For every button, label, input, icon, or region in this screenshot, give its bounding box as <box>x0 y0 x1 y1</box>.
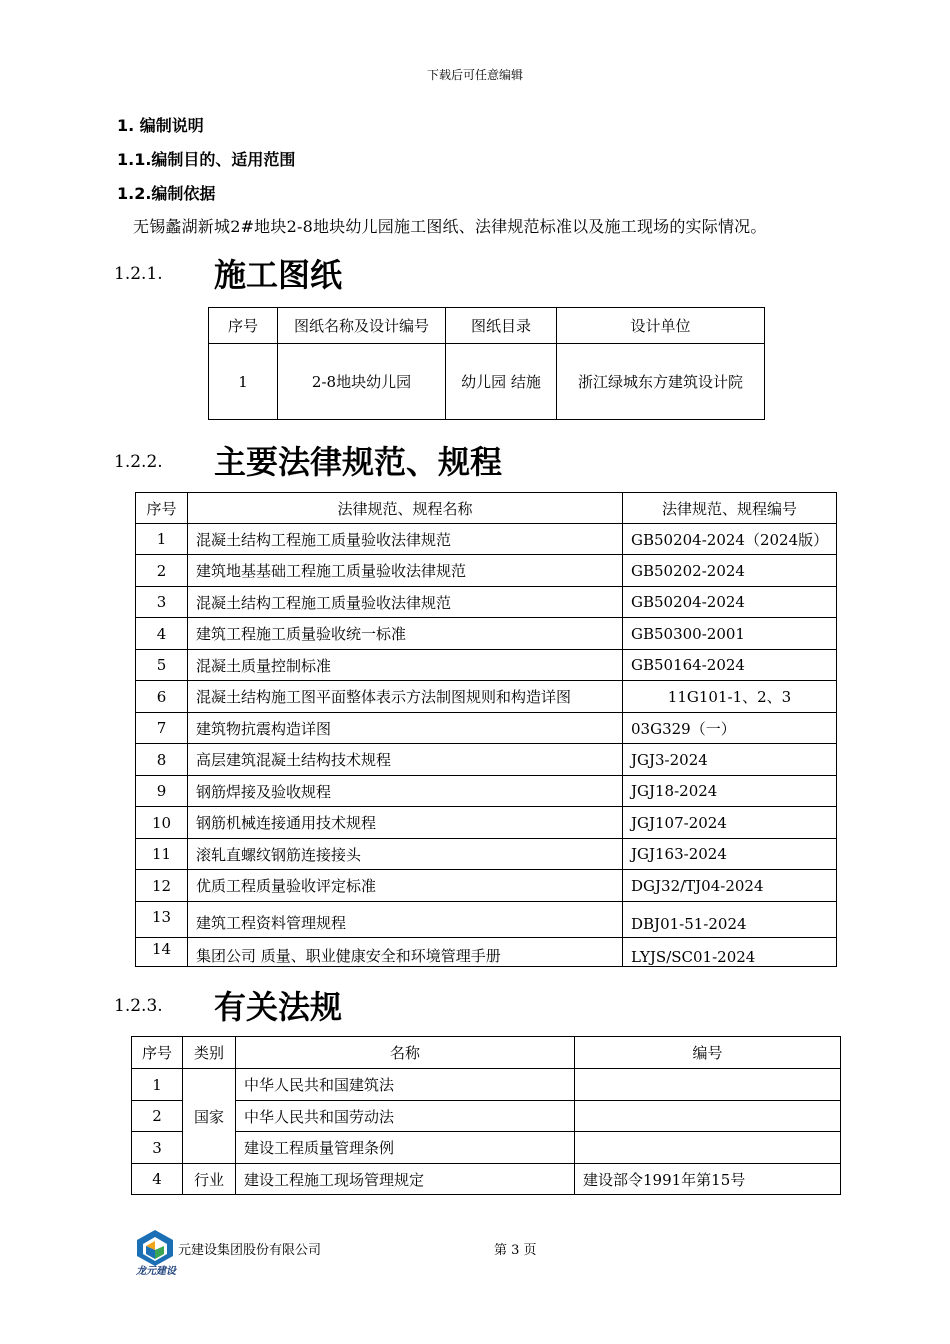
cell-no: 7 <box>136 713 188 744</box>
table-row <box>136 744 837 776</box>
cell-reg-code: DBJ01-51-2024 <box>623 902 837 938</box>
cell-no: 11 <box>136 839 188 870</box>
section-1-2-2-title: 主要法律规范、规程 <box>214 443 503 481</box>
cell-reg-name: 混凝土结构施工图平面整体表示方法制图规则和构造详图 <box>188 681 623 713</box>
col-header-reg-code: 法律规范、规程编号 <box>623 493 837 524</box>
cell-reg-code: GB50204-2024 <box>623 587 837 618</box>
cell-drawing-name: 2-8地块幼儿园 <box>278 344 446 420</box>
cell-no: 4 <box>136 618 188 650</box>
cell-reg-name: 钢筋焊接及验收规程 <box>188 776 623 807</box>
cell-reg-code: GB50300-2001 <box>623 618 837 650</box>
cell-no: 10 <box>136 807 188 839</box>
cell-law-code <box>575 1069 841 1101</box>
table-row <box>132 1164 841 1195</box>
drawings-table <box>208 307 765 420</box>
table-row <box>136 713 837 744</box>
col-header-reg-name: 法律规范、规程名称 <box>188 493 623 524</box>
table-row <box>136 650 837 681</box>
table-row <box>136 807 837 839</box>
cell-no: 9 <box>136 776 188 807</box>
cell-design-unit: 浙江绿城东方建筑设计院 <box>557 344 765 420</box>
section-1-2-3-title: 有关法规 <box>214 988 343 1026</box>
cell-no: 5 <box>136 650 188 681</box>
cell-reg-name: 滚轧直螺纹钢筋连接接头 <box>188 839 623 870</box>
heading-1-2: 1.2.编制依据 <box>117 184 216 203</box>
cell-no: 6 <box>136 681 188 713</box>
cell-reg-code: 03G329（一） <box>623 713 837 744</box>
table-row <box>136 870 837 902</box>
col-header-drawing-name: 图纸名称及设计编号 <box>278 308 446 344</box>
cell-reg-code: JGJ18-2024 <box>623 776 837 807</box>
table-row <box>136 618 837 650</box>
section-1-2-3-number: 1.2.3. <box>114 996 163 1016</box>
cell-no: 1 <box>136 524 188 555</box>
cell-reg-name: 高层建筑混凝土结构技术规程 <box>188 744 623 776</box>
table-row <box>132 1069 841 1101</box>
cell-reg-code: 11G101-1、2、3 <box>623 681 837 713</box>
cell-law-name: 建设工程施工现场管理规定 <box>236 1164 575 1195</box>
cell-law-code <box>575 1101 841 1132</box>
cell-reg-name: 混凝土结构工程施工质量验收法律规范 <box>188 524 623 555</box>
col-header-category: 类别 <box>183 1037 236 1069</box>
cell-category: 国家 <box>183 1069 236 1164</box>
table-row <box>136 555 837 587</box>
cell-no: 12 <box>136 870 188 902</box>
cell-reg-code: LYJS/SC01-2024 <box>623 938 837 967</box>
cell-law-code <box>575 1132 841 1164</box>
col-header-no: 序号 <box>132 1037 183 1069</box>
table-row <box>136 938 837 967</box>
table-row <box>136 524 837 555</box>
col-header-design-unit: 设计单位 <box>557 308 765 344</box>
table-row <box>136 902 837 938</box>
heading-1-1: 1.1.编制目的、适用范围 <box>117 150 296 169</box>
cell-drawing-index: 幼儿园 结施 <box>446 344 557 420</box>
cell-reg-name: 混凝土结构工程施工质量验收法律规范 <box>188 587 623 618</box>
col-header-no: 序号 <box>136 493 188 524</box>
cell-reg-name: 优质工程质量验收评定标准 <box>188 870 623 902</box>
cell-reg-name: 钢筋机械连接通用技术规程 <box>188 807 623 839</box>
table-row <box>136 587 837 618</box>
table-row <box>132 1101 841 1132</box>
section-1-2-1-number: 1.2.1. <box>114 264 163 284</box>
section-1-2-2-number: 1.2.2. <box>114 452 163 472</box>
table-row <box>136 776 837 807</box>
logo-text: 龙元建设 <box>136 1266 176 1277</box>
laws-table <box>131 1036 841 1195</box>
col-header-law-name: 名称 <box>236 1037 575 1069</box>
cell-reg-name: 建筑工程施工质量验收统一标准 <box>188 618 623 650</box>
table-row <box>132 1132 841 1164</box>
table-row <box>136 839 837 870</box>
header-note: 下载后可任意编辑 <box>426 68 523 82</box>
cell-reg-code: DGJ32/TJ04-2024 <box>623 870 837 902</box>
company-logo <box>132 1228 178 1277</box>
col-header-law-code: 编号 <box>575 1037 841 1069</box>
cell-no: 8 <box>136 744 188 776</box>
cell-law-name: 中华人民共和国建筑法 <box>236 1069 575 1101</box>
cell-no: 4 <box>132 1164 183 1195</box>
cell-reg-code: JGJ3-2024 <box>623 744 837 776</box>
col-header-drawing-index: 图纸目录 <box>446 308 557 344</box>
cell-reg-code: JGJ107-2024 <box>623 807 837 839</box>
table-row <box>136 681 837 713</box>
cell-law-name: 中华人民共和国劳动法 <box>236 1101 575 1132</box>
heading-1: 1. 编制说明 <box>117 116 204 135</box>
cell-no: 2 <box>136 555 188 587</box>
cell-reg-name: 集团公司 质量、职业健康安全和环境管理手册 <box>188 938 623 967</box>
table-row <box>209 344 765 420</box>
cell-no: 3 <box>136 587 188 618</box>
cell-reg-name: 混凝土质量控制标准 <box>188 650 623 681</box>
cell-category: 行业 <box>183 1164 236 1195</box>
cell-no: 14 <box>136 938 188 967</box>
cell-no: 1 <box>132 1069 183 1101</box>
regulations-table <box>135 492 837 967</box>
cell-no: 3 <box>132 1132 183 1164</box>
col-header-no: 序号 <box>209 308 278 344</box>
cell-no: 1 <box>209 344 278 420</box>
cell-reg-code: GB50202-2024 <box>623 555 837 587</box>
cell-reg-code: GB50164-2024 <box>623 650 837 681</box>
cell-no: 2 <box>132 1101 183 1132</box>
footer-company: 元建设集团股份有限公司 <box>178 1243 322 1258</box>
footer-page-number: 第 3 页 <box>494 1243 537 1258</box>
section-1-2-1-title: 施工图纸 <box>214 256 343 294</box>
cell-law-code: 建设部令1991年第15号 <box>575 1164 841 1195</box>
cell-reg-name: 建筑地基基础工程施工质量验收法律规范 <box>188 555 623 587</box>
cell-no: 13 <box>136 902 188 938</box>
intro-paragraph: 无锡蠡湖新城2#地块2-8地块幼儿园施工图纸、法律规范标准以及施工现场的实际情况。 <box>133 217 767 236</box>
cell-reg-code: GB50204-2024（2024版） <box>623 524 837 555</box>
cell-law-name: 建设工程质量管理条例 <box>236 1132 575 1164</box>
cell-reg-name: 建筑物抗震构造详图 <box>188 713 623 744</box>
cell-reg-name: 建筑工程资料管理规程 <box>188 902 623 938</box>
cell-reg-code: JGJ163-2024 <box>623 839 837 870</box>
